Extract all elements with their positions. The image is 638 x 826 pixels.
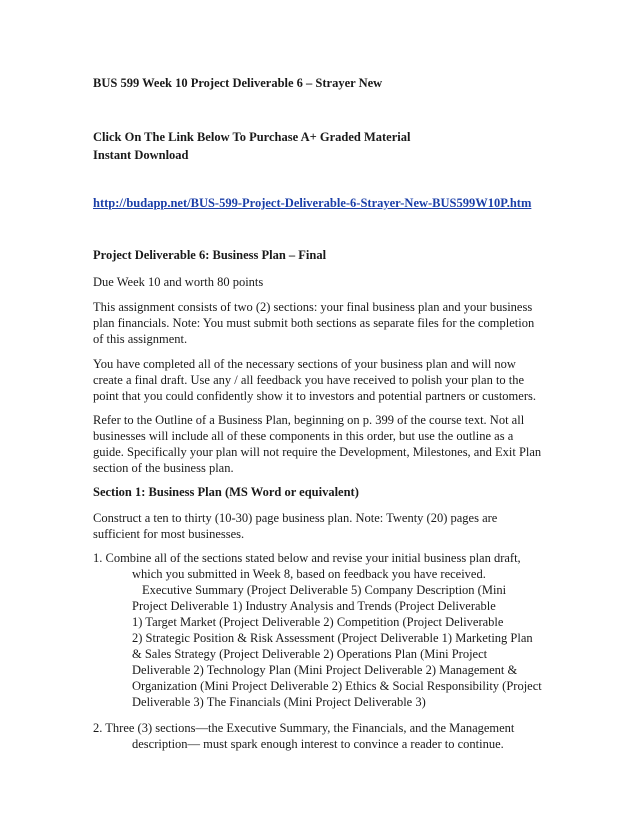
section1-heading: Section 1: Business Plan (MS Word or equivalent) bbox=[93, 485, 359, 499]
list-item-1-sublist: 2) Strategic Position & Risk Assessment (Project Deliverable 1) Marketing Plan bbox=[132, 631, 533, 645]
list-item-1-continuation: which you submitted in Week 8, based on feedback you have received. bbox=[132, 567, 486, 581]
paragraph-line: This assignment consists of two (2) sections: your final business plan and your business bbox=[93, 300, 533, 314]
paragraph-line: of this assignment. bbox=[93, 332, 188, 346]
list-item-1-sublist: Deliverable 2) Technology Plan (Mini Project Deliverable 2) Management & bbox=[132, 663, 518, 677]
list-item-2: 2. Three (3) sections—the Executive Summary, the Financials, and the Management bbox=[93, 721, 515, 735]
paragraph-line: You have completed all of the necessary sections of your business plan and will now bbox=[93, 357, 516, 371]
list-item-1-sublist: Deliverable 3) The Financials (Mini Project Deliverable 3) bbox=[132, 695, 426, 709]
document-title: BUS 599 Week 10 Project Deliverable 6 – Strayer New bbox=[93, 76, 383, 90]
purchase-line: Click On The Link Below To Purchase A+ Graded Material bbox=[93, 130, 411, 144]
paragraph-line: plan financials. Note: You must submit both sections as separate files for the completion bbox=[93, 316, 535, 330]
instant-download-line: Instant Download bbox=[93, 148, 189, 162]
paragraph-line: sufficient for most businesses. bbox=[93, 527, 245, 541]
paragraph-line: section of the business plan. bbox=[93, 461, 234, 475]
list-item-1-sublist: Project Deliverable 1) Industry Analysis and Trends (Project Deliverable bbox=[132, 599, 496, 613]
list-item-1: 1. Combine all of the sections stated below and revise your initial business plan draft, bbox=[93, 551, 521, 565]
paragraph-line: Construct a ten to thirty (10-30) page business plan. Note: Twenty (20) pages are bbox=[93, 511, 498, 525]
paragraph-line: point that you could confidently show it to investors and potential partners or customers. bbox=[93, 389, 536, 403]
list-item-1-sublist: Executive Summary (Project Deliverable 5) Company Description (Mini bbox=[142, 583, 507, 597]
due-line: Due Week 10 and worth 80 points bbox=[93, 275, 264, 289]
list-item-1-sublist: & Sales Strategy (Project Deliverable 2) Operations Plan (Mini Project bbox=[132, 647, 488, 661]
list-item-2-continuation: description— must spark enough interest to convince a reader to continue. bbox=[132, 737, 504, 751]
purchase-link[interactable]: http://budapp.net/BUS-599-Project-Deliverable-6-Strayer-New-BUS599W10P.htm bbox=[93, 196, 532, 210]
list-item-1-sublist: 1) Target Market (Project Deliverable 2) Competition (Project Deliverable bbox=[132, 615, 504, 629]
paragraph-line: create a final draft. Use any / all feedback you have received to polish your plan to the bbox=[93, 373, 525, 387]
paragraph-line: businesses will include all of these components in this order, but use the outline as a bbox=[93, 429, 514, 443]
section-heading: Project Deliverable 6: Business Plan – Final bbox=[93, 248, 327, 262]
paragraph-line: guide. Specifically your plan will not require the Development, Milestones, and Exit Plan bbox=[93, 445, 542, 459]
list-item-1-sublist: Organization (Mini Project Deliverable 2) Ethics & Social Responsibility (Project bbox=[132, 679, 542, 693]
paragraph-line: Refer to the Outline of a Business Plan, beginning on p. 399 of the course text. Not all bbox=[93, 413, 525, 427]
